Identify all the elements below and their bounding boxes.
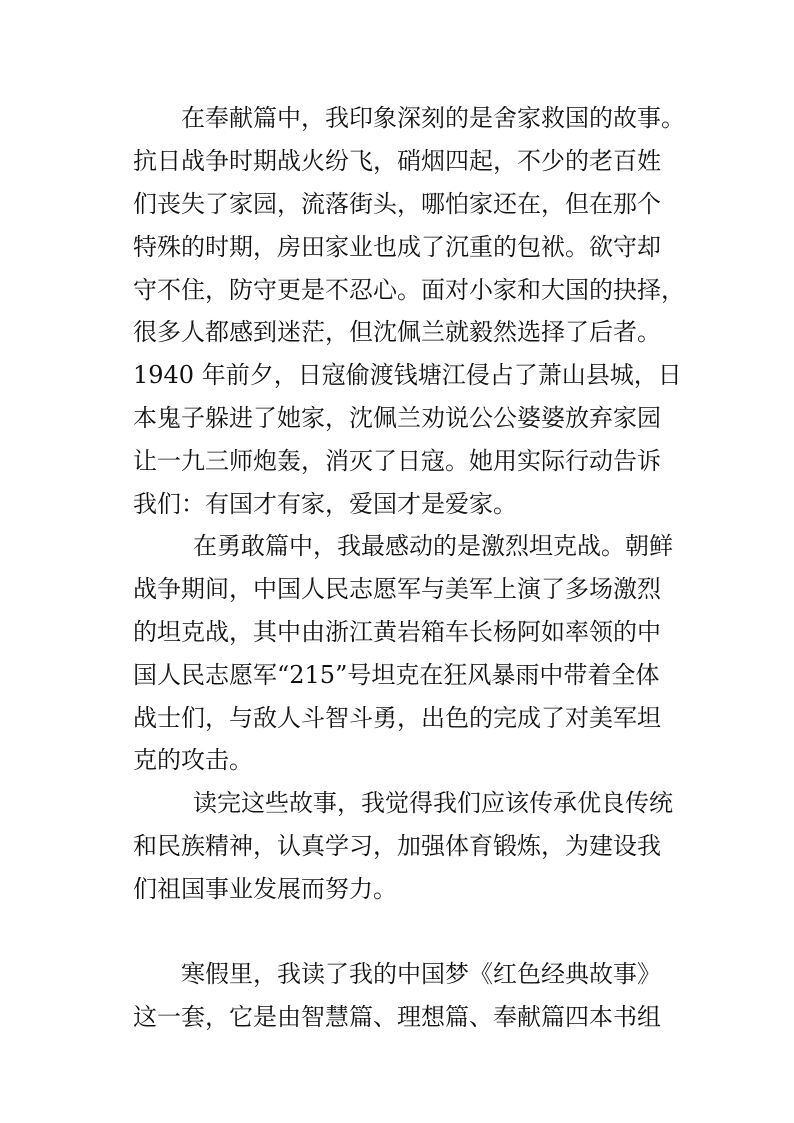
paragraph-2-line-6: 克的攻击。 — [133, 746, 253, 774]
paragraph-4-line-1: 寒假里，我读了我的中国梦《红色经典故事》 — [181, 960, 661, 988]
paragraph-1-line-4: 特殊的时期，房田家业也成了沉重的包袱。欲守却 — [133, 233, 661, 261]
paragraph-1-line-1: 在奉献篇中，我印象深刻的是舍家救国的故事。 — [181, 104, 685, 132]
paragraph-3-line-3: 们祖国事业发展而努力。 — [133, 875, 397, 903]
paragraph-1-line-7: 1940 年前夕，日寇偷渡钱塘江侵占了萧山县城，日 — [133, 361, 682, 389]
paragraph-1-line-8: 本鬼子躲进了她家，沈佩兰劝说公公婆婆放弃家园 — [133, 404, 661, 432]
paragraph-1-line-5: 守不住，防守更是不忍心。面对小家和大国的抉择， — [133, 276, 685, 304]
paragraph-2-line-3: 的坦克战，其中由浙江黄岩箱车长杨阿如率领的中 — [133, 618, 661, 646]
paragraph-1-line-9: 让一九三师炮轰，消灭了日寇。她用实际行动告诉 — [133, 447, 661, 475]
paragraph-2-line-2: 战争期间，中国人民志愿军与美军上演了多场激烈 — [133, 575, 661, 603]
paragraph-1-line-6: 很多人都感到迷茫，但沈佩兰就毅然选择了后者。 — [133, 318, 661, 346]
paragraph-1-line-10: 我们：有国才有家，爱国才是爱家。 — [133, 490, 517, 518]
paragraph-2-line-1: 在勇敢篇中，我最感动的是激烈坦克战。朝鲜 — [193, 532, 673, 560]
paragraph-3-line-1: 读完这些故事，我觉得我们应该传承优良传统 — [193, 789, 673, 817]
paragraph-1-line-2: 抗日战争时期战火纷飞，硝烟四起，不少的老百姓 — [133, 147, 661, 175]
paragraph-1-line-3: 们丧失了家园，流落街头，哪怕家还在，但在那个 — [133, 190, 661, 218]
paragraph-3-line-2: 和民族精神，认真学习，加强体育锻炼，为建设我 — [133, 832, 661, 860]
paragraph-2-line-4: 国人民志愿军“215”号坦克在狂风暴雨中带着全体 — [133, 661, 660, 689]
paragraph-4-line-2: 这一套，它是由智慧篇、理想篇、奉献篇四本书组 — [133, 1003, 661, 1031]
paragraph-2-line-5: 战士们，与敌人斗智斗勇，出色的完成了对美军坦 — [133, 704, 661, 732]
